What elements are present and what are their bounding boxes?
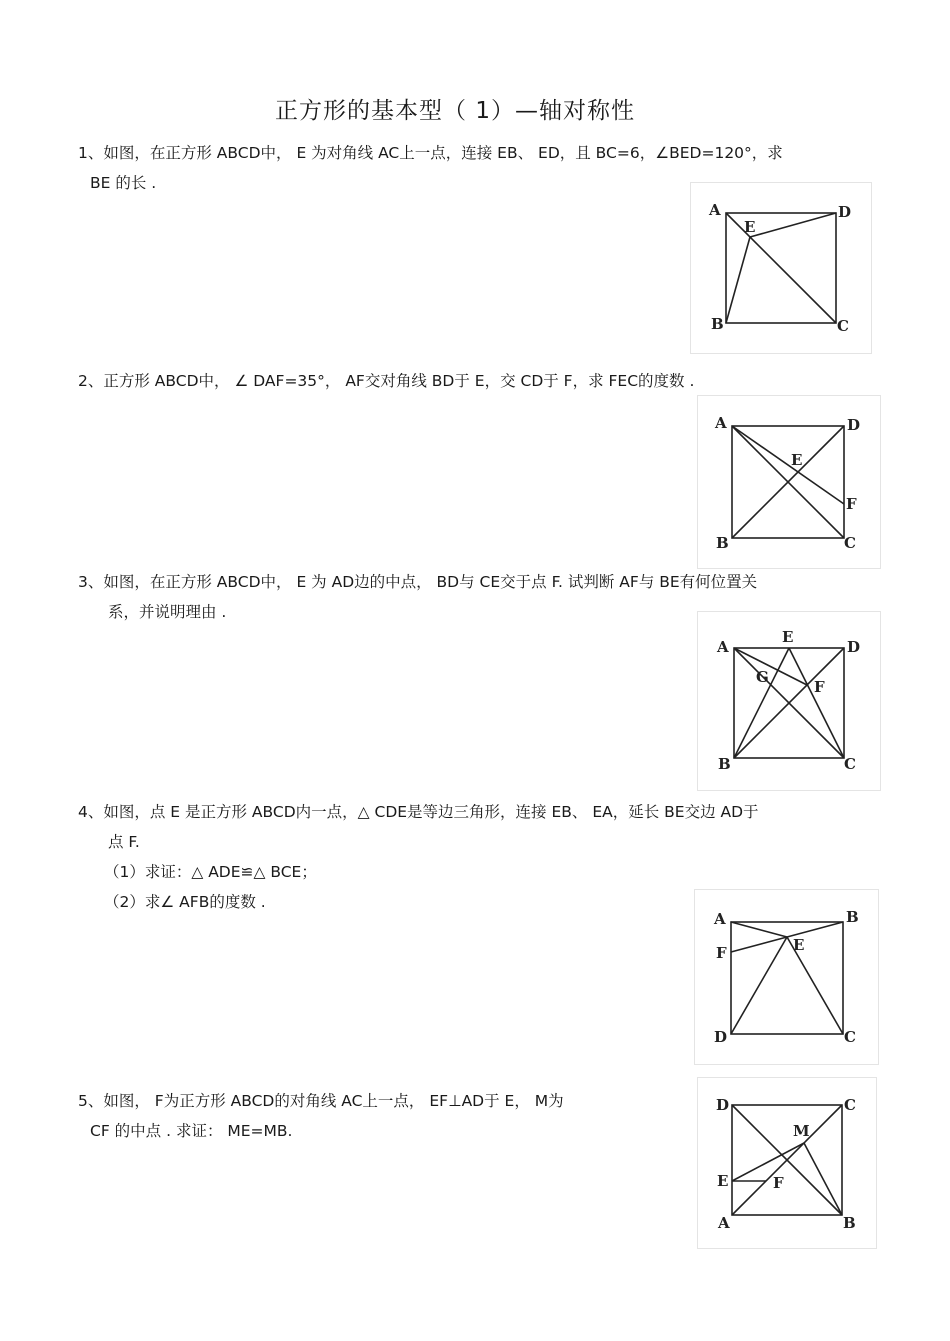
figure-5-label-e: E	[717, 1172, 729, 1190]
figure-5-diagram	[698, 1078, 876, 1248]
figure-3-label-f: F	[814, 678, 825, 696]
figure-4-diagram	[695, 890, 878, 1064]
figure-3-label-a: A	[717, 638, 729, 656]
figure-4	[694, 889, 879, 1065]
figure-4-label-c: C	[844, 1028, 856, 1046]
figure-1	[690, 182, 872, 354]
problem-2	[78, 366, 694, 396]
problem-4-part-1: （1）求证：△ ADE≌△ BCE；	[104, 863, 317, 881]
problem-3-line-2: 系，并说明理由 .	[108, 603, 227, 621]
problem-5	[78, 1086, 564, 1146]
figure-3-label-d: D	[847, 638, 861, 656]
figure-2	[697, 395, 881, 569]
problem-2-line-1: 2、正方形 ABCD中， ∠ DAF=35°， AF交对角线 BD于 E，交 CD于 F，求 FEC的度数 .	[78, 372, 695, 390]
figure-5-label-d: D	[716, 1096, 730, 1114]
problem-5-line-1: 5、如图， F为正方形 ABCD的对角线 AC上一点， EF⊥AD于 E， M为	[78, 1092, 564, 1110]
figure-2-label-b: B	[716, 534, 729, 552]
problem-3-line-1: 3、如图，在正方形 ABCD中， E 为 AD边的中点， BD与 CE交于点 F. 试判断 AF与 BE有何位置关	[78, 573, 758, 591]
figure-5-label-b: B	[843, 1214, 856, 1232]
figure-5-label-c: C	[844, 1096, 856, 1114]
figure-4-label-b: B	[846, 908, 859, 926]
figure-4-label-a: A	[714, 910, 726, 928]
figure-4-label-d: D	[714, 1028, 728, 1046]
figure-4-label-e: E	[793, 936, 805, 954]
problem-3	[78, 567, 757, 627]
figure-3-label-g: G	[756, 668, 769, 686]
figure-3-label-e: E	[782, 628, 794, 646]
figure-2-diagram	[698, 396, 880, 568]
figure-3-diagram	[698, 612, 880, 790]
problem-4-line-2: 点 F.	[108, 833, 140, 851]
problem-1	[78, 138, 783, 198]
problem-5-line-2: CF 的中点 . 求证： ME=MB.	[90, 1122, 293, 1140]
figure-1-label-d: D	[838, 203, 852, 221]
figure-1-label-b: B	[711, 315, 724, 333]
problem-4-part-2: （2）求∠ AFB的度数 .	[104, 893, 266, 911]
figure-2-label-d: D	[847, 416, 861, 434]
figure-4-label-f: F	[716, 944, 727, 962]
page-title: 正方形的基本型（ 1）—轴对称性	[275, 98, 635, 124]
figure-5-label-a: A	[718, 1214, 730, 1232]
problem-1-line-1: 1、如图，在正方形 ABCD中， E 为对角线 AC上一点，连接 EB、 ED，且 BC=6，∠BED=120°，求	[78, 144, 783, 162]
figure-2-label-f: F	[846, 495, 857, 513]
figure-1-label-c: C	[837, 317, 849, 335]
problem-4-line-1: 4、如图，点 E 是正方形 ABCD内一点，△ CDE是等边三角形，连接 EB、 EA，延长 BE交边 AD于	[78, 803, 759, 821]
figure-3-label-b: B	[718, 755, 731, 773]
figure-1-label-a: A	[709, 201, 721, 219]
figure-2-label-a: A	[715, 414, 727, 432]
problem-4	[78, 797, 759, 917]
figure-5-label-f: F	[773, 1174, 784, 1192]
figure-3-label-c: C	[844, 755, 856, 773]
figure-2-label-c: C	[844, 534, 856, 552]
figure-3	[697, 611, 881, 791]
figure-2-label-e: E	[791, 451, 803, 469]
figure-5	[697, 1077, 877, 1249]
figure-5-label-m: M	[793, 1122, 810, 1140]
figure-1-label-e: E	[744, 218, 756, 236]
figure-1-diagram	[691, 183, 871, 353]
problem-1-line-2: BE 的长 .	[90, 174, 157, 192]
